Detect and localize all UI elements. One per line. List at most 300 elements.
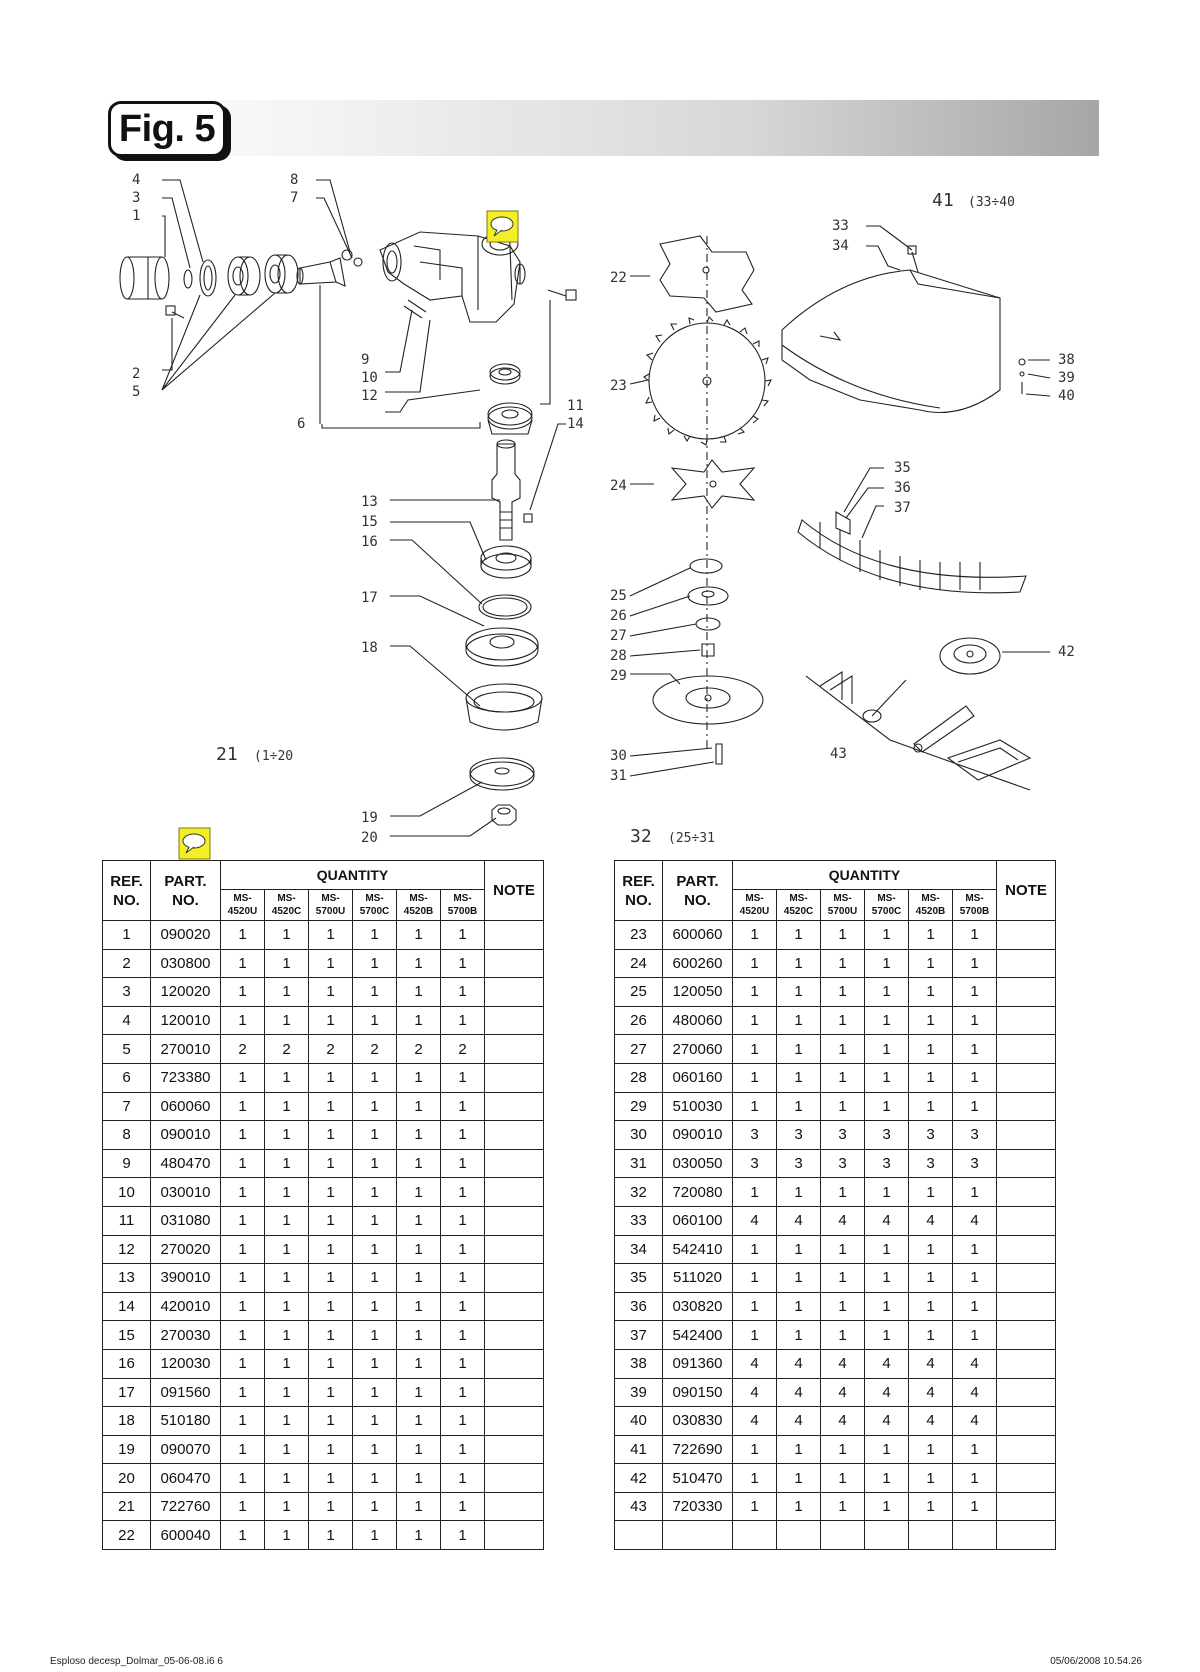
quantity-cell: 1 <box>353 1063 397 1092</box>
note-cell <box>997 1092 1056 1121</box>
quantity-cell: 1 <box>441 1349 485 1378</box>
ref-no-cell: 14 <box>103 1292 151 1321</box>
quantity-cell: 1 <box>777 1063 821 1092</box>
table-row <box>103 1292 544 1321</box>
quantity-cell: 1 <box>221 1006 265 1035</box>
quantity-cell: 1 <box>733 1092 777 1121</box>
part-no-cell: 720330 <box>663 1492 733 1521</box>
footer-file-info: Esploso decesp_Dolmar_05-06-08.i6 6 <box>50 1656 223 1667</box>
quantity-cell: 4 <box>953 1407 997 1436</box>
quantity-cell: 1 <box>441 921 485 950</box>
svg-text:6: 6 <box>297 416 306 432</box>
note-cell <box>997 1521 1056 1550</box>
quantity-cell: 4 <box>953 1349 997 1378</box>
quantity-cell: 1 <box>865 1006 909 1035</box>
quantity-cell: 1 <box>397 978 441 1007</box>
table-row <box>615 1206 1056 1235</box>
quantity-cell: 4 <box>777 1349 821 1378</box>
part-no-cell: 030800 <box>151 949 221 978</box>
quantity-cell: 4 <box>821 1378 865 1407</box>
ref-no-cell: 11 <box>103 1206 151 1235</box>
quantity-cell: 1 <box>265 1006 309 1035</box>
quantity-cell: 1 <box>909 1321 953 1350</box>
table-row <box>103 1121 544 1150</box>
quantity-cell: 1 <box>221 921 265 950</box>
quantity-cell: 1 <box>821 978 865 1007</box>
quantity-cell: 1 <box>265 1378 309 1407</box>
table-row <box>103 1092 544 1121</box>
table-row <box>615 921 1056 950</box>
note-cell <box>485 1464 544 1493</box>
part-no-cell: 090070 <box>151 1435 221 1464</box>
ref-no-cell: 33 <box>615 1206 663 1235</box>
quantity-cell: 1 <box>265 1178 309 1207</box>
part-no-cell: 060100 <box>663 1206 733 1235</box>
quantity-cell: 1 <box>441 1149 485 1178</box>
quantity-cell: 1 <box>397 1349 441 1378</box>
quantity-cell: 1 <box>953 921 997 950</box>
note-cell <box>997 1407 1056 1436</box>
quantity-cell: 1 <box>733 1264 777 1293</box>
quantity-cell: 1 <box>909 1235 953 1264</box>
ref-no-cell: 9 <box>103 1149 151 1178</box>
quantity-cell: 2 <box>397 1035 441 1064</box>
ref-no-cell: 7 <box>103 1092 151 1121</box>
quantity-cell: 1 <box>821 1321 865 1350</box>
quantity-cell: 1 <box>221 978 265 1007</box>
quantity-cell: 1 <box>953 978 997 1007</box>
svg-text:4: 4 <box>132 172 141 188</box>
svg-text:32: 32 <box>630 826 652 847</box>
quantity-cell: 1 <box>441 1292 485 1321</box>
quantity-cell: 1 <box>309 949 353 978</box>
quantity-cell: 1 <box>441 1321 485 1350</box>
ref-no-cell: 26 <box>615 1006 663 1035</box>
part-no-cell: 510180 <box>151 1407 221 1436</box>
quantity-cell: 1 <box>733 1063 777 1092</box>
quantity-cell: 3 <box>821 1149 865 1178</box>
svg-text:(1÷20: (1÷20 <box>254 749 294 764</box>
quantity-cell: 1 <box>733 921 777 950</box>
quantity-cell: 4 <box>909 1407 953 1436</box>
note-cell <box>485 1149 544 1178</box>
quantity-cell: 1 <box>265 1121 309 1150</box>
header-model: MS- 5700C <box>865 890 909 921</box>
quantity-cell: 1 <box>265 1349 309 1378</box>
footer-timestamp: 05/06/2008 10.54.26 <box>1050 1656 1142 1667</box>
note-cell <box>485 1292 544 1321</box>
table-row <box>103 1063 544 1092</box>
svg-text:18: 18 <box>361 640 378 656</box>
quantity-cell: 4 <box>733 1349 777 1378</box>
quantity-cell: 1 <box>865 1321 909 1350</box>
note-cell <box>997 1264 1056 1293</box>
table-row <box>615 1321 1056 1350</box>
note-cell <box>485 1121 544 1150</box>
quantity-cell: 1 <box>221 1178 265 1207</box>
part-no-cell: 090010 <box>151 1121 221 1150</box>
quantity-cell: 1 <box>777 1235 821 1264</box>
quantity-cell: 1 <box>353 1149 397 1178</box>
quantity-cell: 1 <box>397 1178 441 1207</box>
quantity-cell: 1 <box>309 1092 353 1121</box>
table-row <box>103 949 544 978</box>
quantity-cell: 1 <box>733 1292 777 1321</box>
svg-text:38: 38 <box>1058 352 1075 368</box>
table-row <box>615 949 1056 978</box>
table-row <box>103 1264 544 1293</box>
quantity-cell: 1 <box>397 1435 441 1464</box>
part-no-cell: 720080 <box>663 1178 733 1207</box>
svg-text:1: 1 <box>132 208 141 224</box>
quantity-cell: 1 <box>821 1492 865 1521</box>
table-row <box>103 1321 544 1350</box>
quantity-cell: 1 <box>397 1063 441 1092</box>
ref-no-cell: 10 <box>103 1178 151 1207</box>
svg-text:31: 31 <box>610 768 627 784</box>
ref-no-cell: 8 <box>103 1121 151 1150</box>
svg-text:16: 16 <box>361 534 378 550</box>
ref-no-cell: 15 <box>103 1321 151 1350</box>
note-cell <box>485 1235 544 1264</box>
note-cell <box>997 1235 1056 1264</box>
note-cell <box>997 1006 1056 1035</box>
ref-no-cell: 20 <box>103 1464 151 1493</box>
ref-no-cell: 17 <box>103 1378 151 1407</box>
quantity-cell: 1 <box>265 921 309 950</box>
quantity-cell: 1 <box>265 978 309 1007</box>
svg-text:12: 12 <box>361 388 378 404</box>
quantity-cell: 1 <box>909 1435 953 1464</box>
quantity-cell: 3 <box>909 1121 953 1150</box>
quantity-cell: 1 <box>441 1063 485 1092</box>
quantity-cell: 4 <box>909 1206 953 1235</box>
svg-text:35: 35 <box>894 460 911 476</box>
quantity-cell: 1 <box>953 1235 997 1264</box>
quantity-cell: 1 <box>265 1321 309 1350</box>
quantity-cell: 1 <box>265 1206 309 1235</box>
part-no-cell: 542400 <box>663 1321 733 1350</box>
note-cell <box>997 1292 1056 1321</box>
quantity-cell: 1 <box>353 1206 397 1235</box>
note-cell <box>997 1178 1056 1207</box>
quantity-cell: 1 <box>821 1235 865 1264</box>
quantity-cell: 4 <box>821 1206 865 1235</box>
quantity-cell: 1 <box>309 1178 353 1207</box>
table-row <box>615 1149 1056 1178</box>
quantity-cell: 1 <box>777 1006 821 1035</box>
part-no-cell: 510470 <box>663 1464 733 1493</box>
ref-no-cell: 13 <box>103 1264 151 1293</box>
quantity-cell: 1 <box>353 1292 397 1321</box>
quantity-cell: 1 <box>865 1178 909 1207</box>
quantity-cell: 1 <box>353 1321 397 1350</box>
quantity-cell: 1 <box>733 978 777 1007</box>
quantity-cell: 1 <box>397 1149 441 1178</box>
quantity-cell: 1 <box>265 1063 309 1092</box>
quantity-cell: 1 <box>309 1292 353 1321</box>
quantity-cell: 1 <box>821 1006 865 1035</box>
quantity-cell: 3 <box>953 1149 997 1178</box>
part-no-cell: 091360 <box>663 1349 733 1378</box>
svg-text:7: 7 <box>290 190 299 206</box>
quantity-cell: 4 <box>865 1349 909 1378</box>
part-no-cell: 090020 <box>151 921 221 950</box>
quantity-cell: 4 <box>733 1378 777 1407</box>
quantity-cell: 3 <box>733 1121 777 1150</box>
header-model: MS- 4520U <box>733 890 777 921</box>
quantity-cell: 1 <box>221 949 265 978</box>
quantity-cell: 1 <box>221 1235 265 1264</box>
quantity-cell: 1 <box>309 1407 353 1436</box>
svg-text:28: 28 <box>610 648 627 664</box>
part-no-cell: 090010 <box>663 1121 733 1150</box>
quantity-cell: 1 <box>397 1121 441 1150</box>
quantity-cell: 1 <box>221 1435 265 1464</box>
header-note: NOTE <box>997 861 1056 921</box>
quantity-cell: 1 <box>953 1264 997 1293</box>
ref-no-cell: 4 <box>103 1006 151 1035</box>
part-no-cell: 270010 <box>151 1035 221 1064</box>
quantity-cell: 1 <box>865 1063 909 1092</box>
quantity-cell: 1 <box>265 949 309 978</box>
quantity-cell: 1 <box>221 1264 265 1293</box>
callout-labels <box>132 172 1075 847</box>
table-row <box>615 1121 1056 1150</box>
note-cell <box>997 1321 1056 1350</box>
ref-no-cell: 38 <box>615 1349 663 1378</box>
table-row <box>103 1006 544 1035</box>
quantity-cell: 1 <box>777 1292 821 1321</box>
quantity-cell: 1 <box>309 1121 353 1150</box>
note-cell <box>485 1492 544 1521</box>
quantity-cell: 1 <box>821 1292 865 1321</box>
svg-text:37: 37 <box>894 500 911 516</box>
svg-text:21: 21 <box>216 744 238 765</box>
ref-no-cell: 5 <box>103 1035 151 1064</box>
quantity-cell: 4 <box>865 1407 909 1436</box>
part-no-cell: 060060 <box>151 1092 221 1121</box>
svg-text:30: 30 <box>610 748 627 764</box>
quantity-cell: 1 <box>441 1092 485 1121</box>
quantity-cell: 1 <box>441 1178 485 1207</box>
quantity-cell: 1 <box>441 1264 485 1293</box>
ref-no-cell: 25 <box>615 978 663 1007</box>
note-cell <box>997 1349 1056 1378</box>
part-no-cell: 510030 <box>663 1092 733 1121</box>
quantity-cell: 1 <box>865 1035 909 1064</box>
quantity-cell: 1 <box>777 1464 821 1493</box>
quantity-cell: 1 <box>777 1321 821 1350</box>
header-ref-no: REF. NO. <box>103 861 151 921</box>
quantity-cell: 4 <box>953 1378 997 1407</box>
table-row <box>615 1349 1056 1378</box>
quantity-cell: 1 <box>777 1035 821 1064</box>
part-no-cell: 031080 <box>151 1206 221 1235</box>
quantity-cell: 1 <box>265 1264 309 1293</box>
svg-text:20: 20 <box>361 830 378 846</box>
part-no-cell: 480060 <box>663 1006 733 1035</box>
table-row <box>103 1492 544 1521</box>
svg-text:14: 14 <box>567 416 584 432</box>
ref-no-cell: 40 <box>615 1407 663 1436</box>
svg-text:11: 11 <box>567 398 584 414</box>
quantity-cell: 1 <box>265 1149 309 1178</box>
ref-no-cell: 12 <box>103 1235 151 1264</box>
ref-no-cell: 39 <box>615 1378 663 1407</box>
quantity-cell: 1 <box>821 1178 865 1207</box>
svg-text:5: 5 <box>132 384 141 400</box>
table-row <box>103 1464 544 1493</box>
note-cell <box>485 1321 544 1350</box>
quantity-cell: 1 <box>397 1092 441 1121</box>
quantity-cell: 3 <box>953 1121 997 1150</box>
part-no-cell: 600040 <box>151 1521 221 1550</box>
quantity-cell: 1 <box>821 949 865 978</box>
part-no-cell: 390010 <box>151 1264 221 1293</box>
quantity-cell: 1 <box>733 1178 777 1207</box>
quantity-cell: 1 <box>397 1492 441 1521</box>
note-cell <box>485 1407 544 1436</box>
svg-text:42: 42 <box>1058 644 1075 660</box>
note-cell <box>485 1264 544 1293</box>
note-cell <box>485 921 544 950</box>
quantity-cell: 1 <box>821 1435 865 1464</box>
quantity-cell: 1 <box>221 1521 265 1550</box>
quantity-cell: 1 <box>221 1321 265 1350</box>
svg-text:8: 8 <box>290 172 299 188</box>
quantity-cell: 1 <box>953 949 997 978</box>
note-cell <box>485 1178 544 1207</box>
quantity-cell: 1 <box>441 1435 485 1464</box>
table-row <box>103 1349 544 1378</box>
quantity-cell <box>865 1521 909 1550</box>
part-no-cell: 511020 <box>663 1264 733 1293</box>
quantity-cell: 1 <box>865 978 909 1007</box>
quantity-cell: 1 <box>441 1492 485 1521</box>
quantity-cell: 1 <box>265 1521 309 1550</box>
part-no-cell: 090150 <box>663 1378 733 1407</box>
table-row <box>103 1178 544 1207</box>
quantity-cell: 4 <box>953 1206 997 1235</box>
svg-text:17: 17 <box>361 590 378 606</box>
quantity-cell: 2 <box>309 1035 353 1064</box>
quantity-cell: 1 <box>441 978 485 1007</box>
svg-text:24: 24 <box>610 478 627 494</box>
quantity-cell: 1 <box>865 949 909 978</box>
part-no-cell: 270060 <box>663 1035 733 1064</box>
table-row <box>103 1378 544 1407</box>
parts-table-right <box>614 860 1056 1550</box>
quantity-cell: 4 <box>865 1206 909 1235</box>
quantity-cell: 1 <box>909 921 953 950</box>
table-row <box>103 978 544 1007</box>
header-model: MS- 4520C <box>265 890 309 921</box>
ref-no-cell: 42 <box>615 1464 663 1493</box>
part-no-cell: 030050 <box>663 1149 733 1178</box>
svg-text:(33÷40: (33÷40 <box>968 195 1015 210</box>
table-row <box>103 1435 544 1464</box>
ref-no-cell: 2 <box>103 949 151 978</box>
table-row <box>103 1206 544 1235</box>
quantity-cell: 1 <box>953 1035 997 1064</box>
header-model: MS- 4520B <box>397 890 441 921</box>
quantity-cell: 4 <box>777 1407 821 1436</box>
quantity-cell: 1 <box>221 1292 265 1321</box>
quantity-cell: 3 <box>821 1121 865 1150</box>
quantity-cell: 1 <box>397 1264 441 1293</box>
quantity-cell: 3 <box>865 1149 909 1178</box>
quantity-cell: 1 <box>309 1464 353 1493</box>
part-gear-housing <box>380 232 525 322</box>
svg-text:15: 15 <box>361 514 378 530</box>
quantity-cell <box>733 1521 777 1550</box>
table-row <box>615 1435 1056 1464</box>
quantity-cell: 1 <box>353 949 397 978</box>
header-quantity: QUANTITY <box>733 861 997 890</box>
header-model: MS- 4520C <box>777 890 821 921</box>
note-icon-table <box>179 828 210 859</box>
quantity-cell: 4 <box>777 1206 821 1235</box>
part-no-cell: 060470 <box>151 1464 221 1493</box>
quantity-cell: 1 <box>353 1178 397 1207</box>
quantity-cell: 1 <box>265 1235 309 1264</box>
ref-no-cell: 29 <box>615 1092 663 1121</box>
table-row <box>615 1035 1056 1064</box>
ref-no-cell <box>615 1521 663 1550</box>
quantity-cell: 1 <box>441 949 485 978</box>
part-no-cell: 030820 <box>663 1292 733 1321</box>
quantity-cell: 1 <box>353 1378 397 1407</box>
quantity-cell: 1 <box>353 1492 397 1521</box>
quantity-cell: 1 <box>309 1378 353 1407</box>
quantity-cell: 1 <box>909 1092 953 1121</box>
quantity-cell: 1 <box>353 1521 397 1550</box>
part-no-cell: 091560 <box>151 1378 221 1407</box>
ref-no-cell: 32 <box>615 1178 663 1207</box>
quantity-cell: 1 <box>909 978 953 1007</box>
quantity-cell: 1 <box>309 978 353 1007</box>
note-cell <box>485 1435 544 1464</box>
quantity-cell: 1 <box>909 1464 953 1493</box>
quantity-cell: 1 <box>821 1264 865 1293</box>
quantity-cell: 1 <box>397 949 441 978</box>
note-cell <box>997 921 1056 950</box>
note-cell <box>997 1492 1056 1521</box>
quantity-cell: 1 <box>777 1092 821 1121</box>
quantity-cell: 1 <box>441 1206 485 1235</box>
quantity-cell: 3 <box>865 1121 909 1150</box>
quantity-cell: 1 <box>909 1292 953 1321</box>
quantity-cell: 1 <box>353 1435 397 1464</box>
svg-text:29: 29 <box>610 668 627 684</box>
quantity-cell: 1 <box>265 1292 309 1321</box>
part-no-cell: 120020 <box>151 978 221 1007</box>
svg-text:39: 39 <box>1058 370 1075 386</box>
quantity-cell: 1 <box>441 1521 485 1550</box>
quantity-cell: 4 <box>909 1349 953 1378</box>
figure-title: Fig. 5 <box>108 101 226 157</box>
quantity-cell: 1 <box>353 1121 397 1150</box>
table-row <box>103 1521 544 1550</box>
quantity-cell: 1 <box>441 1407 485 1436</box>
quantity-cell: 3 <box>909 1149 953 1178</box>
part-no-cell: 722690 <box>663 1435 733 1464</box>
note-cell <box>485 1006 544 1035</box>
part-no-cell: 420010 <box>151 1292 221 1321</box>
quantity-cell: 1 <box>953 1006 997 1035</box>
header-model: MS- 5700U <box>821 890 865 921</box>
